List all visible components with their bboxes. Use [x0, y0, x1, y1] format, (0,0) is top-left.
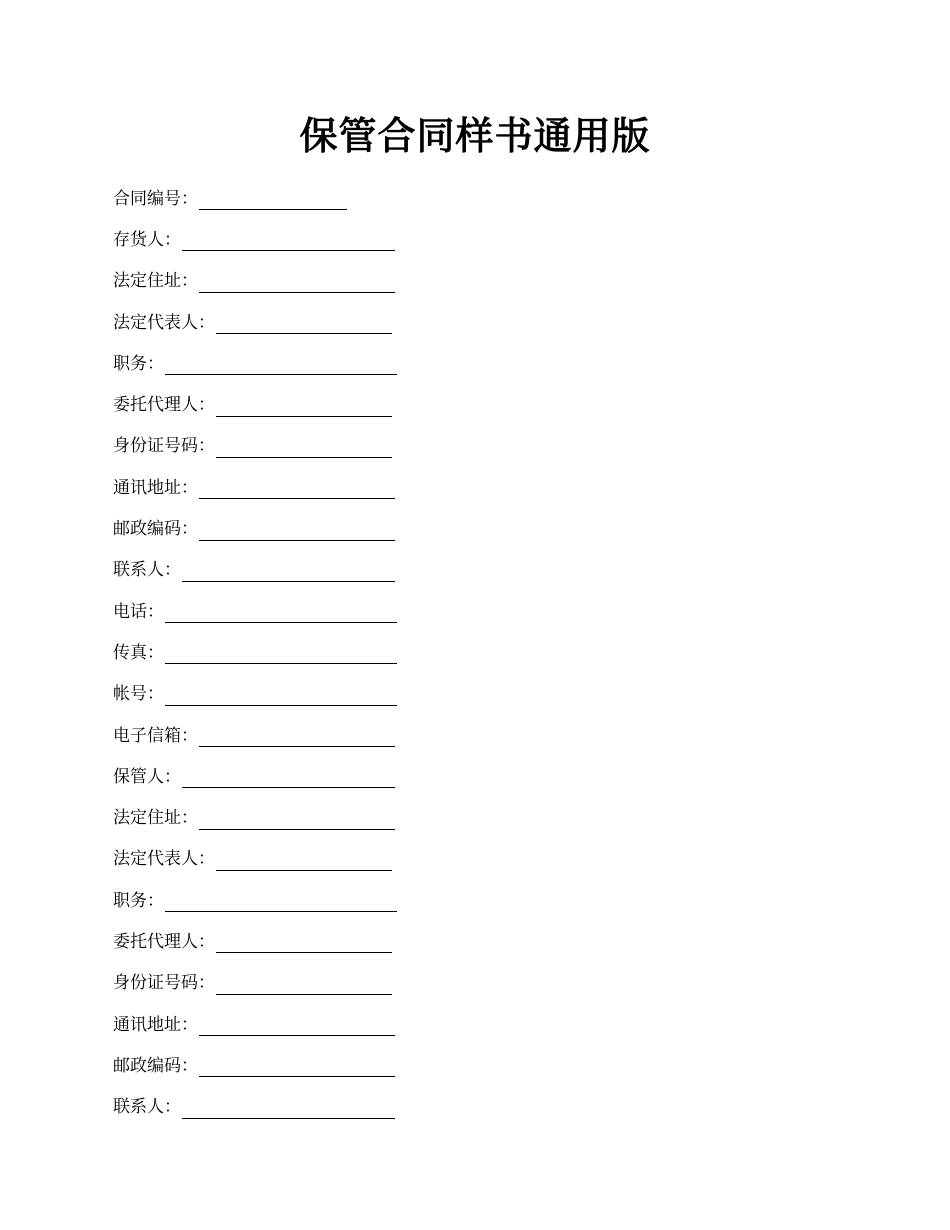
- blank-line[interactable]: [182, 769, 395, 788]
- contact-person-row: [113, 550, 533, 591]
- blank-line[interactable]: [165, 356, 397, 375]
- contract-fields: [113, 178, 533, 1128]
- blank-line[interactable]: [216, 976, 392, 995]
- field-label: 联系人：: [113, 1097, 181, 1118]
- blank-line[interactable]: [182, 232, 395, 251]
- postal-code-row: [113, 508, 533, 549]
- field-label: 邮政编码：: [113, 519, 198, 540]
- blank-line[interactable]: [199, 1058, 395, 1077]
- blank-line[interactable]: [199, 191, 347, 210]
- id-number-row: [113, 963, 533, 1004]
- blank-line[interactable]: [165, 645, 397, 664]
- field-label: 电话：: [113, 601, 164, 622]
- account-row: [113, 674, 533, 715]
- blank-line[interactable]: [199, 728, 395, 747]
- blank-line[interactable]: [182, 1100, 395, 1119]
- fax-row: [113, 632, 533, 673]
- authorized-agent-row: [113, 384, 533, 425]
- legal-address-row: [113, 261, 533, 302]
- legal-representative-row: [113, 839, 533, 880]
- field-label: 身份证号码：: [113, 973, 215, 994]
- field-label: 电子信箱：: [113, 725, 198, 746]
- blank-line[interactable]: [165, 604, 397, 623]
- field-label: 身份证号码：: [113, 436, 215, 457]
- custodian-row: [113, 756, 533, 797]
- legal-address-row: [113, 797, 533, 838]
- phone-row: [113, 591, 533, 632]
- field-label: 法定代表人：: [113, 312, 215, 333]
- field-label: 联系人：: [113, 560, 181, 581]
- position-row: [113, 880, 533, 921]
- mailing-address-row: [113, 467, 533, 508]
- blank-line[interactable]: [199, 522, 395, 541]
- postal-code-row: [113, 1045, 533, 1086]
- blank-line[interactable]: [199, 1017, 395, 1036]
- authorized-agent-row: [113, 921, 533, 962]
- field-label: 职务：: [113, 890, 164, 911]
- blank-line[interactable]: [216, 439, 392, 458]
- blank-line[interactable]: [165, 687, 397, 706]
- field-label: 法定住址：: [113, 271, 198, 292]
- field-label: 存货人：: [113, 229, 181, 250]
- blank-line[interactable]: [216, 398, 392, 417]
- blank-line[interactable]: [199, 274, 395, 293]
- blank-line[interactable]: [199, 811, 395, 830]
- field-label: 法定住址：: [113, 808, 198, 829]
- blank-line[interactable]: [199, 480, 395, 499]
- field-label: 委托代理人：: [113, 931, 215, 952]
- field-label: 职务：: [113, 353, 164, 374]
- blank-line[interactable]: [216, 934, 392, 953]
- field-label: 通讯地址：: [113, 1014, 198, 1035]
- field-label: 委托代理人：: [113, 395, 215, 416]
- field-label: 帐号：: [113, 684, 164, 705]
- email-row: [113, 715, 533, 756]
- field-label: 通讯地址：: [113, 477, 198, 498]
- field-label: 邮政编码：: [113, 1055, 198, 1076]
- id-number-row: [113, 426, 533, 467]
- field-label: 保管人：: [113, 766, 181, 787]
- field-label: 传真：: [113, 642, 164, 663]
- blank-line[interactable]: [216, 315, 392, 334]
- legal-representative-row: [113, 302, 533, 343]
- depositor-row: [113, 219, 533, 260]
- mailing-address-row: [113, 1004, 533, 1045]
- field-label: 合同编号：: [113, 188, 198, 209]
- blank-line[interactable]: [182, 563, 395, 582]
- position-row: [113, 343, 533, 384]
- field-label: 法定代表人：: [113, 849, 215, 870]
- contact-person-row: [113, 1087, 533, 1128]
- document-title: 保管合同样书通用版: [299, 113, 651, 158]
- contract-number-row: [113, 178, 533, 219]
- blank-line[interactable]: [165, 893, 397, 912]
- blank-line[interactable]: [216, 852, 392, 871]
